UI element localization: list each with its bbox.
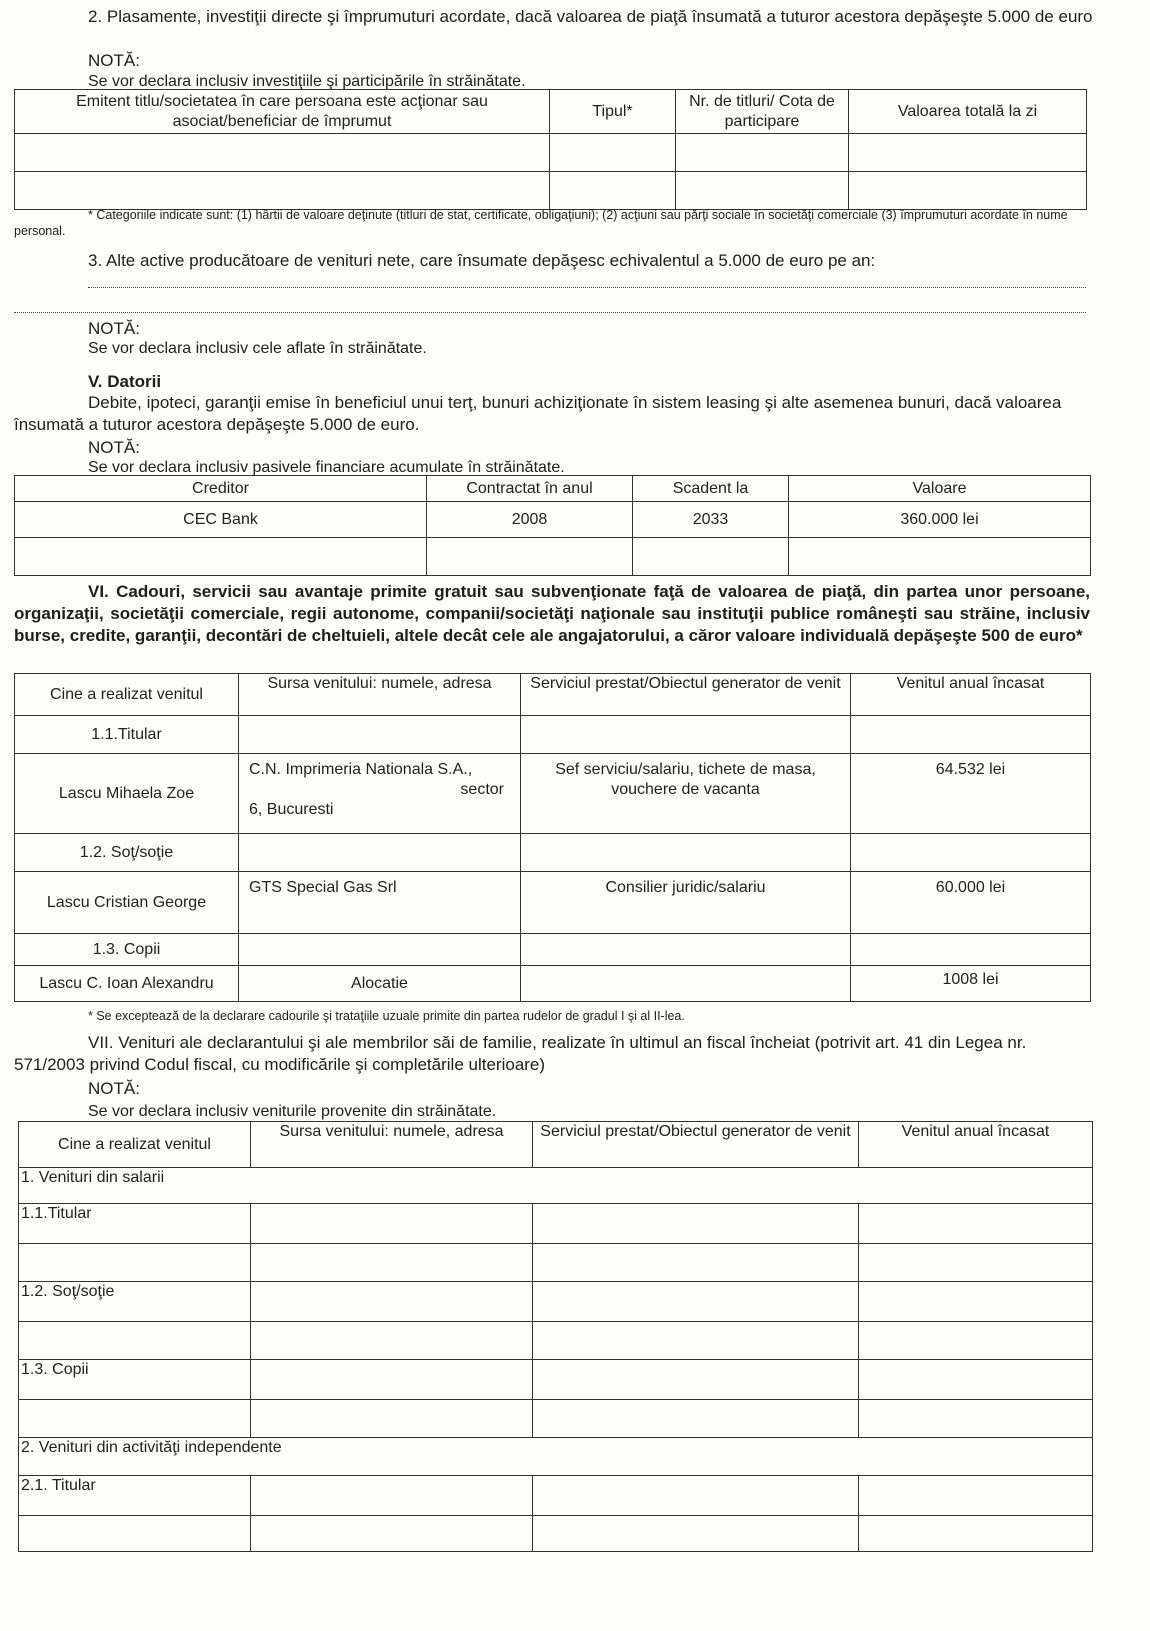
footnote-categories: * Categoriile indicate sunt: (1) hârtii de valoare deţinute (titluri de stat, certificate, obligaţiuni); (2) acţiuni sau părţi sociale în societăţi comerciale (3) împrumuturi acordate în nume personal.: [14, 208, 1068, 238]
table-row: [15, 934, 1091, 966]
table-row: [19, 1476, 1093, 1516]
table-row: [15, 966, 1091, 1002]
col-header-year: Contractat în anul: [427, 476, 633, 502]
table-row: [15, 754, 1091, 834]
group-label-titular: 1.1.Titular: [15, 716, 239, 754]
table-row: [15, 872, 1091, 934]
gifts-table: [14, 673, 1091, 1002]
col-header-total-value: Valoarea totală la zi: [849, 90, 1087, 134]
dotted-line: [14, 312, 1086, 313]
income-cell: 60.000 lei: [851, 872, 1091, 934]
row-label-titular: 2.1. Titular: [19, 1476, 251, 1516]
nota-label: NOTĂ:: [88, 319, 140, 338]
note-text: Se vor declara inclusiv pasivele financiare acumulate în străinătate.: [88, 459, 565, 476]
source-cell: GTS Special Gas Srl: [239, 872, 521, 934]
service-cell: Sef serviciu/salariu, tichete de masa, vouchere de vacanta: [521, 754, 851, 834]
category-independent: 2. Venituri din activităţi independente: [19, 1438, 1093, 1476]
table-row: [19, 1360, 1093, 1400]
service-cell: Consilier juridic/salariu: [521, 872, 851, 934]
nota-label: NOTĂ:: [88, 51, 140, 70]
col-header-creditor: Creditor: [15, 476, 427, 502]
income-cell: 1008 lei: [851, 966, 1091, 1002]
row-label-spouse: 1.2. Soţ/soţie: [19, 1282, 251, 1322]
who-cell: Lascu Cristian George: [15, 872, 239, 934]
col-header-service: Serviciul prestat/Obiectul generator de venit: [533, 1122, 859, 1168]
group-label-spouse: 1.2. Soţ/soţie: [15, 834, 239, 872]
table-row: [19, 1282, 1093, 1322]
source-cell: C.N. Imprimeria Nationala S.A., sector 6, Bucuresti: [239, 754, 521, 834]
dotted-line: [88, 287, 1086, 288]
table-row: [19, 1516, 1093, 1552]
table-row: [19, 1400, 1093, 1438]
col-header-due: Scadent la: [633, 476, 789, 502]
table-row: [19, 1168, 1093, 1204]
section-vii-text: VII. Venituri ale declarantului şi ale membrilor săi de familie, realizate în ultimul an fiscal încheiat (potrivit art. 41 din Legea nr. 571/2003 privind Codul fiscal, cu modificările şi completările ulterioare): [14, 1033, 1027, 1074]
who-cell: Lascu C. Ioan Alexandru: [15, 966, 239, 1002]
col-header-issuer: Emitent titlu/societatea în care persoana este acţionar sau asociat/beneficiar de împrumut: [15, 90, 550, 134]
table-row: [19, 1322, 1093, 1360]
col-header-type: Tipul*: [550, 90, 676, 134]
category-salaries: 1. Venituri din salarii: [19, 1168, 1093, 1204]
note-text: Se vor declara inclusiv veniturile provenite din străinătate.: [88, 1103, 497, 1120]
group-label-children: 1.3. Copii: [15, 934, 239, 966]
table-row: [15, 716, 1091, 754]
source-cell: Alocatie: [239, 966, 521, 1002]
section-iv2-heading: 2. Plasamente, investiţii directe şi împrumuturi acordate, dacă valoarea de piaţă însumată a tuturor acestora depăşeşte 5.000 de euro: [88, 7, 1093, 26]
note-text: Se vor declara inclusiv investiţiile şi participările în străinătate.: [88, 73, 526, 90]
col-header-income: Venitul anual încasat: [851, 674, 1091, 716]
col-header-service: Serviciul prestat/Obiectul generator de venit: [521, 674, 851, 716]
table-row: [15, 834, 1091, 872]
section-v-title: V. Datorii: [88, 372, 162, 391]
col-header-value: Valoare: [789, 476, 1091, 502]
nota-label: NOTĂ:: [88, 438, 140, 457]
service-cell: [521, 966, 851, 1002]
income-cell: 64.532 lei: [851, 754, 1091, 834]
investments-table: [14, 89, 1087, 210]
col-header-source: Sursa venitului: numele, adresa: [239, 674, 521, 716]
col-header-titles: Nr. de titluri/ Cota de participare: [676, 90, 849, 134]
table-row: [19, 1244, 1093, 1282]
table-row: [15, 538, 1091, 576]
row-label-children: 1.3. Copii: [19, 1360, 251, 1400]
table-row: [15, 134, 1087, 172]
section-v-text: Debite, ipoteci, garanţii emise în beneficiul unui terţ, bunuri achiziţionate în sistem leasing şi alte asemenea bunuri, dacă valoarea însumată a tuturor acestora depăşeşte 5.000 de euro.: [14, 393, 1062, 434]
table-row: [19, 1438, 1093, 1476]
row-label-titular: 1.1.Titular: [19, 1204, 251, 1244]
table-row: [15, 172, 1087, 210]
year-cell: 2008: [427, 502, 633, 538]
table-row: [15, 502, 1091, 538]
col-header-income: Venitul anual încasat: [859, 1122, 1093, 1168]
debts-table: [14, 475, 1091, 576]
section-iv3-heading: 3. Alte active producătoare de venituri nete, care însumate depăşesc echivalentul a 5.000 de euro pe an:: [88, 251, 876, 270]
footnote-gifts: * Se exceptează de la declarare cadourile şi trataţiile uzuale primite din partea rudelor de gradul I şi al II-lea.: [88, 1009, 685, 1023]
creditor-cell: CEC Bank: [15, 502, 427, 538]
section-vi-title: VI. Cadouri, servicii sau avantaje primite gratuit sau subvenţionate faţă de valoarea de piaţă, din partea unor persoane, organizaţii, societăţii comerciale, regii autonome, companii/societăţi naţionale sau instituţii publice româneşti sau străine, inclusiv burse, credite, garanţii, decontări de cheltuieli, altele decât cele ale angajatorului, a căror valoare individuală depăşeşte 500 de euro*: [14, 582, 1090, 645]
col-header-who: Cine a realizat venitul: [15, 674, 239, 716]
value-cell: 360.000 lei: [789, 502, 1091, 538]
due-cell: 2033: [633, 502, 789, 538]
col-header-who: Cine a realizat venitul: [19, 1122, 251, 1168]
nota-label: NOTĂ:: [88, 1079, 140, 1098]
table-row: [19, 1204, 1093, 1244]
income-table: [18, 1121, 1093, 1552]
note-text: Se vor declara inclusiv cele aflate în străinătate.: [88, 340, 427, 357]
who-cell: Lascu Mihaela Zoe: [15, 754, 239, 834]
col-header-source: Sursa venitului: numele, adresa: [251, 1122, 533, 1168]
